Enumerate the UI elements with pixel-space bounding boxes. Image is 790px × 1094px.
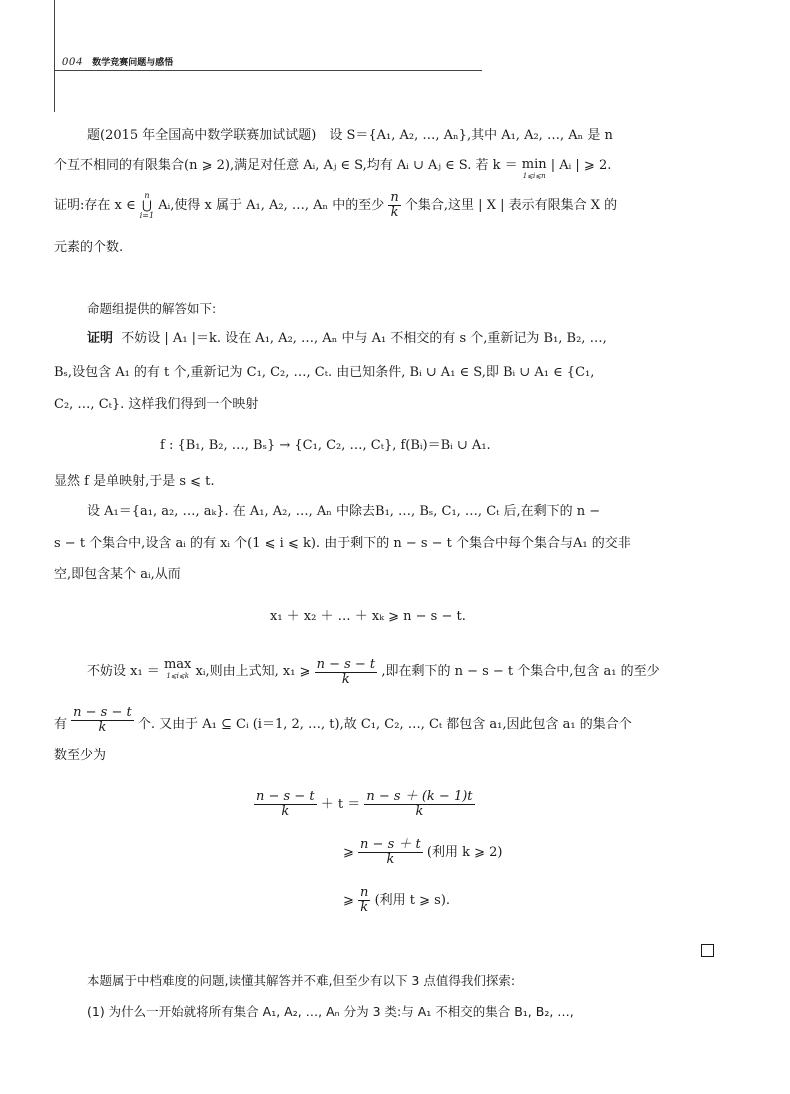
max-operator: max 1⩽i⩽k (163, 657, 192, 680)
proof-line-6: s − t 个集合中,设含 aᵢ 的有 xᵢ 个(1 ⩽ i ⩽ k). 由于剩下的 n − s − t 个集合中每个集合与A₁ 的交非 (54, 536, 631, 551)
proof-line-10: 数至少为 (54, 748, 107, 763)
proof-line-7: 空,即包含某个 aᵢ,从而 (54, 567, 181, 582)
discussion-line-2: (1) 为什么一开始就将所有集合 A₁, A₂, …, Aₙ 分为 3 类:与 A₁ 不相交的集合 B₁, B₂, …, (87, 1004, 574, 1019)
proof-line-8: 不妨设 x₁ ＝ max 1⩽i⩽k xᵢ,则由上式知, x₁ ⩾ $\frac{n - s - t}{k}$ ,即在剩下的 n − s − t 个集合中,包含 a₁ 的至少 (87, 657, 660, 687)
problem-line-3: 证明:存在 x ∈ n ⋃ i=1 Aᵢ,使得 x 属于 A₁, A₂, …, Aₙ 中的至少 $\frac{n}{k}$ 个集合,这里 | X | 表示有限集合 X 的 (54, 190, 618, 220)
equation-line-1: $\frac{n - s - t}{k}$ ＋ t ＝ $\frac{n - s + (k - 1)t}{k}$ (256, 789, 473, 819)
problem-line-4: 元素的个数. (54, 240, 124, 255)
fraction-n-over-k: $\frac{n}{k}$ (390, 190, 399, 220)
proof-line-5: 设 A₁＝{a₁, a₂, …, aₖ}. 在 A₁, A₂, …, Aₙ 中除去B₁, …, Bₛ, C₁, …, Cₜ 后,在剩下的 n − (87, 504, 601, 519)
discussion-line-1: 本题属于中档难度的问题,读懂其解答并不难,但至少有以下 3 点值得我们探索: (87, 973, 516, 988)
equation-line-2: ⩾ $\frac{n - s + t}{k}$ (利用 k ⩾ 2) (343, 837, 503, 867)
header-rule (54, 70, 482, 71)
proof-label: 证明 (87, 331, 114, 346)
solution-intro: 命题组提供的解答如下: (87, 301, 217, 316)
proof-line-3: C₂, …, Cₜ}. 这样我们得到一个映射 (54, 397, 259, 412)
mapping-formula: f : {B₁, B₂, …, Bₛ} → {C₁, C₂, …, Cₜ}, f(Bᵢ)＝Bᵢ ∪ A₁. (160, 438, 491, 453)
equation-line-3: ⩾ $\frac{n}{k}$ (利用 t ⩾ s). (343, 885, 451, 915)
proof-line-9: 有 $\frac{n - s - t}{k}$ 个. 又由于 A₁ ⊆ Cᵢ (i＝1, 2, …, t),故 C₁, C₂, …, Cₜ 都包含 a₁,因此包含 a₁ 的集合个 (54, 705, 632, 735)
eq1-rhs-fraction: $\frac{n - s + (k - 1)t}{k}$ (366, 789, 473, 819)
min-operator: min 1⩽i⩽n (521, 157, 547, 180)
page-number: 004 (62, 54, 83, 68)
fraction-nst-over-k-2: $\frac{n - s - t}{k}$ (73, 705, 132, 735)
problem-line-2: 个互不相同的有限集合(n ⩾ 2),满足对任意 Aᵢ, Aⱼ ∈ S,均有 Aᵢ ∪ Aⱼ ∈ S. 若 k ＝ min 1⩽i⩽n | Aᵢ | ⩾ 2. (54, 157, 612, 180)
book-title: 数学竞赛问题与感悟 (92, 58, 174, 68)
fraction-nst-over-k: $\frac{n - s - t}{k}$ (316, 657, 376, 687)
sum-inequality: x₁ ＋ x₂ ＋ … ＋ xₖ ⩾ n − s − t. (270, 609, 466, 624)
eq3-fraction: $\frac{n}{k}$ (360, 885, 369, 915)
proof-line-2: Bₛ,设包含 A₁ 的有 t 个,重新记为 C₁, C₂, …, Cₜ. 由已知条件, Bᵢ ∪ A₁ ∈ S,即 Bᵢ ∪ A₁ ∈ {C₁, (54, 365, 595, 380)
proof-line-4: 显然 f 是单映射,于是 s ⩽ t. (54, 474, 215, 489)
proof-line-1: 证明 不妨设 | A₁ |＝k. 设在 A₁, A₂, …, Aₙ 中与 A₁ 不相交的有 s 个,重新记为 B₁, B₂, …, (87, 331, 607, 346)
running-header (62, 54, 173, 69)
margin-vertical-rule (54, 0, 55, 112)
qed-square (701, 944, 714, 957)
union-operator: n ⋃ i=1 (139, 191, 155, 220)
eq2-fraction: $\frac{n - s + t}{k}$ (360, 837, 421, 867)
problem-line-1: 题(2015 年全国高中数学联赛加试试题) 设 S＝{A₁, A₂, …, Aₙ},其中 A₁, A₂, …, Aₙ 是 n (87, 128, 613, 143)
eq1-lhs-fraction: $\frac{n - s - t}{k}$ (256, 789, 315, 819)
